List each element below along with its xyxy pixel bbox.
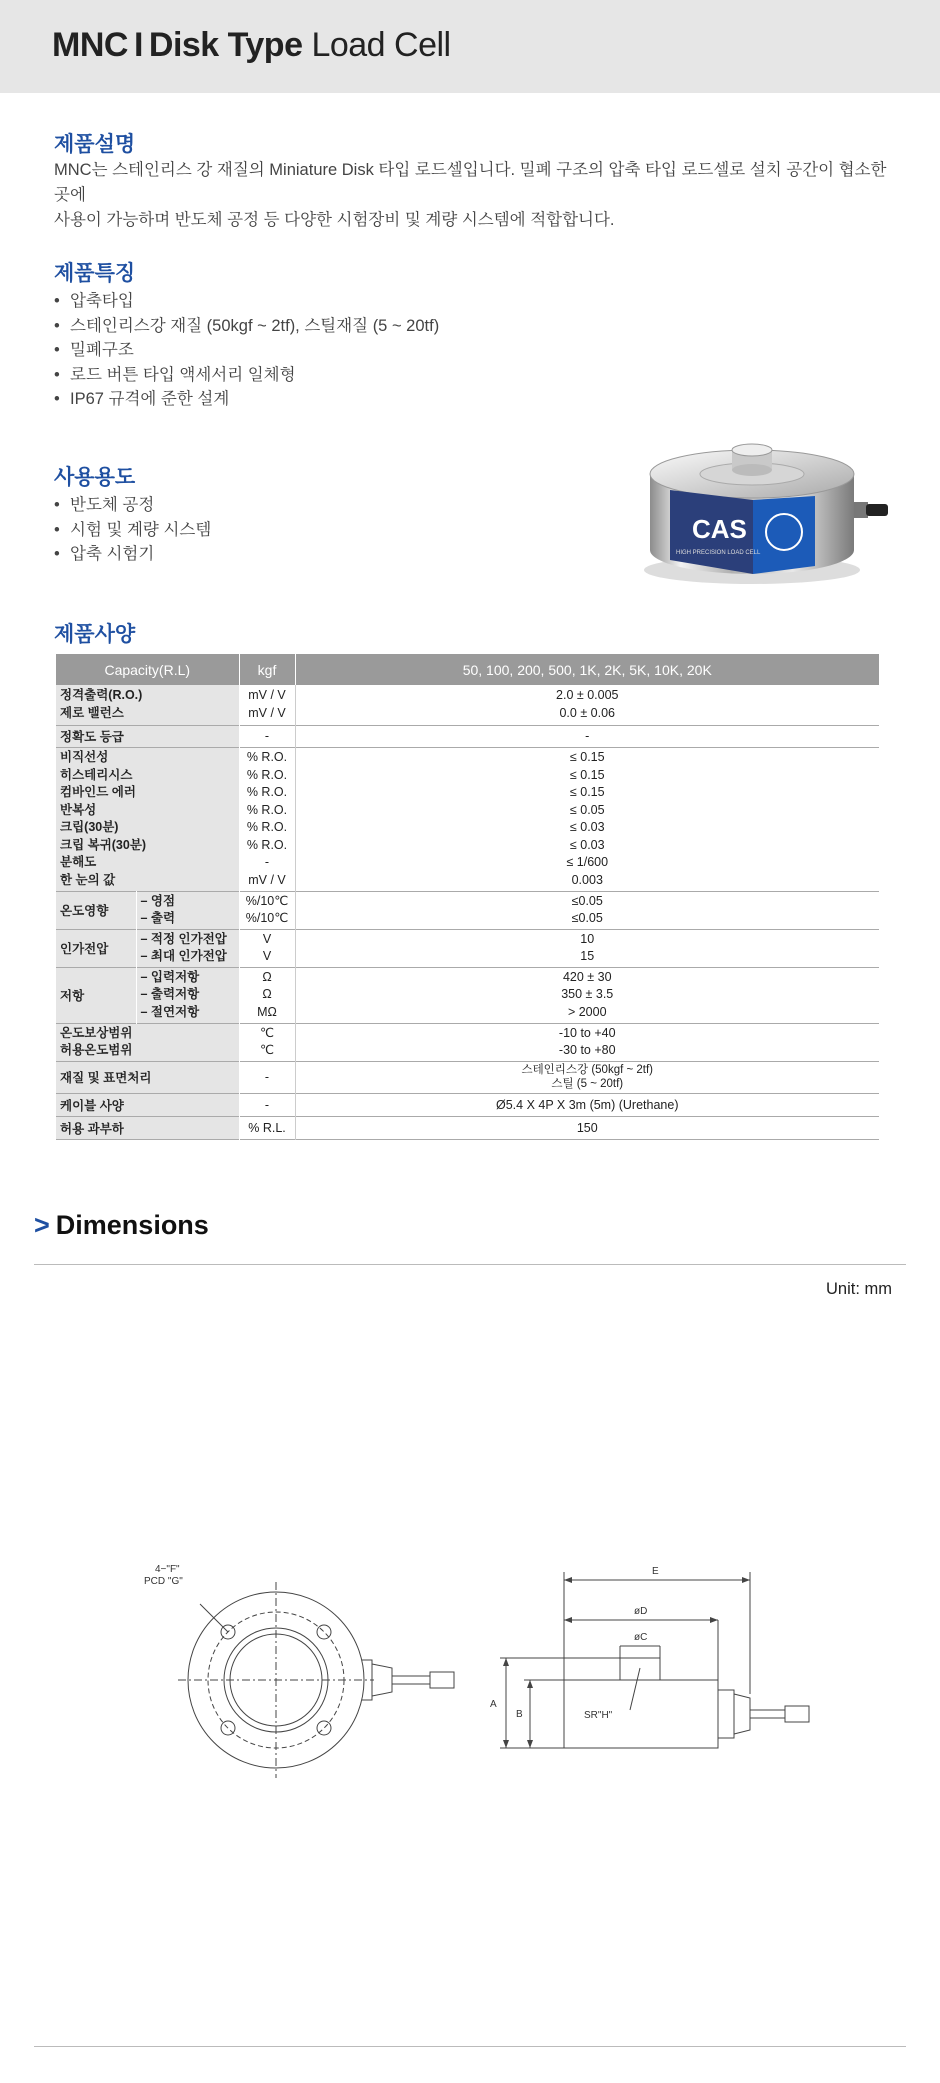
list-item: • 로드 버튼 타입 액세서리 일체형 xyxy=(54,365,296,384)
list-item: • 스테인리스강 재질 (50kgf ~ 2tf), 스틸재질 (5 ~ 20tf) xyxy=(54,316,440,335)
list-item: • 시험 및 계량 시스템 xyxy=(54,520,212,539)
description-line: MNC는 스테인리스 강 재질의 Miniature Disk 타입 로드셀입니다. 밀폐 구조의 압축 타입 로드셀로 설치 공간이 협소한 곳에 xyxy=(54,161,887,204)
pcd-label: PCD "G" xyxy=(144,1576,183,1587)
table-row: 저항 – 입력저항 – 출력저항 – 절연저항 Ω Ω MΩ 420 ± 30 350 ± 3.5 > 2000 xyxy=(56,967,879,1023)
col-value: 50, 100, 200, 500, 1K, 2K, 5K, 10K, 20K xyxy=(295,654,879,685)
dim-c-label: øC xyxy=(634,1632,648,1643)
spec-table xyxy=(56,654,879,1140)
applications-list xyxy=(54,493,211,567)
dim-d-label: øD xyxy=(634,1606,648,1617)
features-list xyxy=(54,289,439,412)
list-item: • 밀폐구조 xyxy=(54,341,134,359)
col-unit: kgf xyxy=(239,654,295,685)
unit-label: Unit: mm xyxy=(826,1280,892,1298)
title-separator: I xyxy=(133,26,143,64)
divider xyxy=(34,1264,906,1265)
bolt-label: 4−"F" xyxy=(155,1564,180,1575)
page-title xyxy=(52,26,451,65)
table-row: 온도보상범위 허용온도범위 ℃ ℃ -10 to +40 -30 to +80 xyxy=(56,1023,879,1061)
description-heading: 제품설명 xyxy=(54,133,136,156)
label-blue xyxy=(753,496,815,574)
table-row: 케이블 사양 - Ø5.4 X 4P X 3m (5m) (Urethane) xyxy=(56,1093,879,1116)
list-item: • 압축 시험기 xyxy=(54,545,155,563)
list-item: • 압축타입 xyxy=(54,292,134,310)
table-row: 정확도 등급 - - xyxy=(56,725,879,747)
description-text xyxy=(54,158,904,233)
dim-a-label: A xyxy=(490,1699,497,1710)
spec-heading: 제품사양 xyxy=(54,623,136,646)
list-item: • 반도체 공정 xyxy=(54,496,155,514)
load-button xyxy=(732,444,772,456)
brand-tagline: HIGH PRECISION LOAD CELL xyxy=(676,550,761,556)
table-row: 정격출력(R.O.) 제로 밸런스 mV / V mV / V 2.0 ± 0.005 0.0 ± 0.06 xyxy=(56,685,879,725)
chevron-right-icon: > xyxy=(34,1210,50,1240)
list-item: • IP67 규격에 준한 설계 xyxy=(54,390,230,408)
title-model: MNC xyxy=(52,26,128,64)
brand-logo: CAS xyxy=(692,514,747,544)
divider xyxy=(34,2046,906,2047)
side-view-drawing xyxy=(480,1560,820,1800)
cable-icon xyxy=(866,504,888,516)
col-capacity: Capacity(R.L) xyxy=(56,654,239,685)
description-line: 사용이 가능하며 반도체 공정 등 다양한 시험장비 및 계량 시스템에 적합합니다. xyxy=(54,211,615,229)
title-type: Disk Type xyxy=(148,26,303,64)
title-subtitle: Load Cell xyxy=(311,26,451,64)
table-row: 인가전압 – 적정 인가전압 – 최대 인가전압 V V 10 15 xyxy=(56,929,879,967)
table-row: 허용 과부하 % R.L. 150 xyxy=(56,1116,879,1139)
dim-e-label: E xyxy=(652,1566,659,1577)
applications-heading: 사용용도 xyxy=(54,466,136,489)
dim-b-label: B xyxy=(516,1709,523,1720)
table-header-row xyxy=(56,654,879,685)
table-row: 재질 및 표면처리 - 스테인리스강 (50kgf ~ 2tf) 스틸 (5 ~ 20tf) xyxy=(56,1061,879,1093)
table-row: 비직선성 히스테리시스 컴바인드 에러 반복성 크립(30분) 크립 복귀(30분) 분해도 한 눈의 값 % R.O. % R.O. % R.O. % R.O. % R.O. % R.O. - mV / V ≤ 0.15 ≤ 0.15 ≤ 0.15 ≤ 0.05 ≤ 0.03 ≤ 0.03 ≤ 1/600 0.003 xyxy=(56,747,879,891)
table-row: 온도영향 – 영점 – 출력 %/10℃ %/10℃ ≤0.05 ≤0.05 xyxy=(56,891,879,929)
top-view-drawing xyxy=(130,1560,460,1800)
dimensions-heading: > Dimensions xyxy=(34,1210,209,1240)
product-image xyxy=(640,442,900,592)
dim-sr-label: SR"H" xyxy=(584,1710,613,1721)
features-heading: 제품특징 xyxy=(54,262,136,285)
